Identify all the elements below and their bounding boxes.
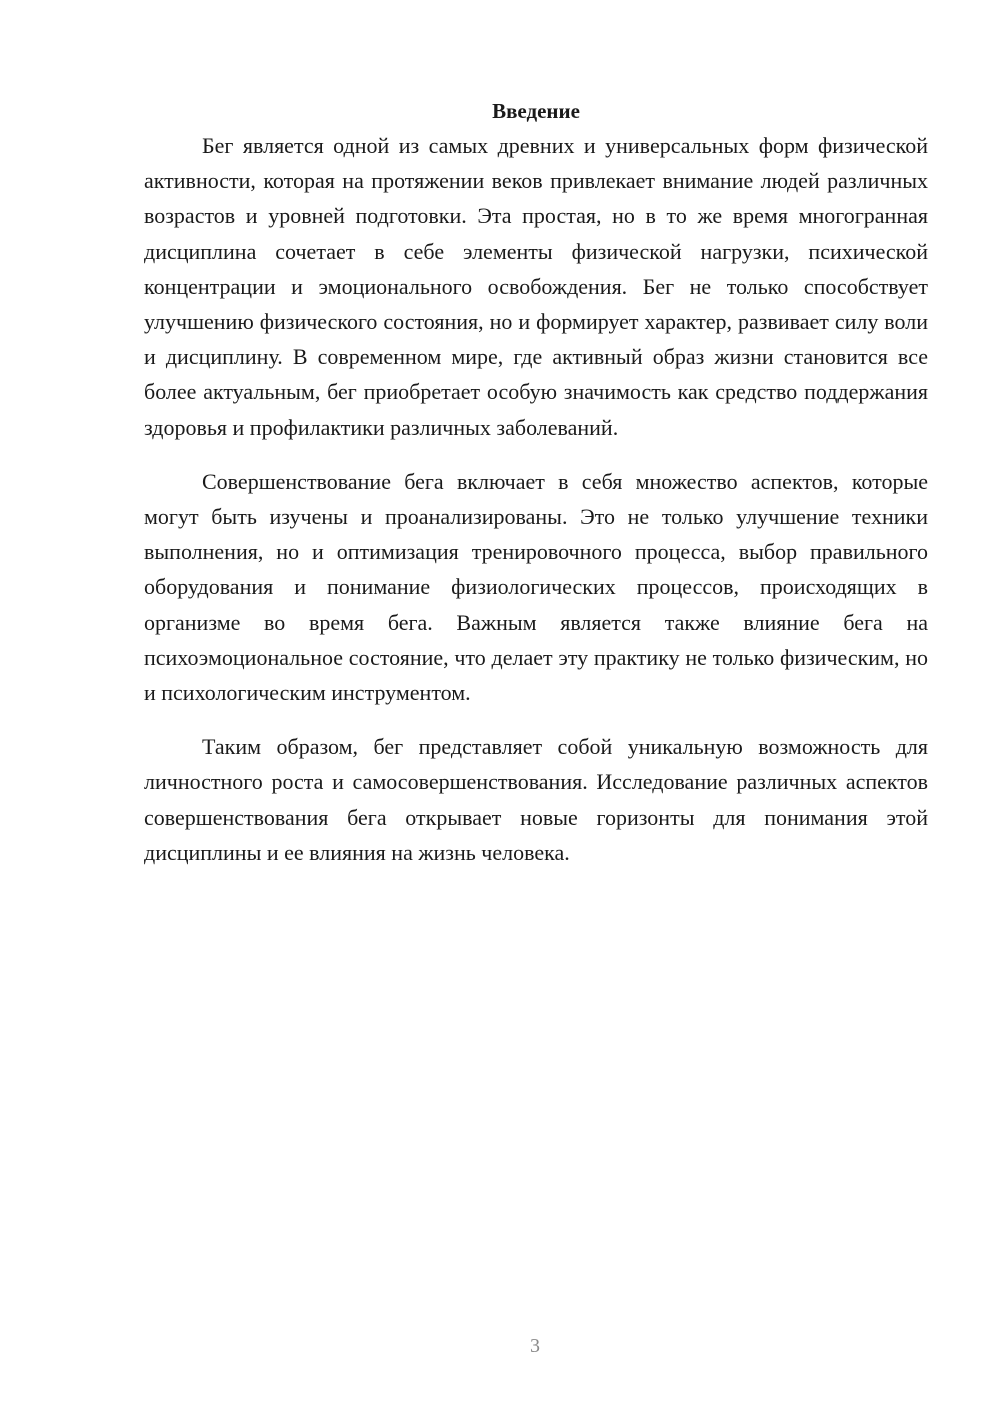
paragraph-aspects: Совершенствование бега включает в себя множество аспектов, которые могут быть изучены и проанализированы. Это не только улучшение техники выполнения, но и оптимизация тренировочного процесса, выбор правильного оборудования и понимание физиологических процессов, происходящих в организме во время бега. Важным является также влияние бега на психоэмоциональное состояние, что делает эту практику не только физическим, но и психологическим инструментом. bbox=[144, 468, 928, 706]
page-content bbox=[144, 96, 928, 889]
page-title: Введение bbox=[492, 99, 580, 123]
paragraph-intro: Бег является одной из самых древних и универсальных форм физической активности, которая на протяжении веков привлекает внимание людей различных возрастов и уровней подготовки. Эта простая, но в то же время многогранная дисциплина сочетает в себе элементы физической нагрузки, психической концентрации и эмоционального освобождения. Бег не только способствует улучшению физического состояния, но и формирует характер, развивает силу воли и дисциплину. В современном мире, где активный образ жизни становится все более актуальным, бег приобретает особую значимость как средство поддержания здоровья и профилактики различных заболеваний. bbox=[144, 133, 928, 440]
page-number: 3 bbox=[530, 1335, 540, 1357]
paragraph-conclusion: Таким образом, бег представляет собой уникальную возможность для личностного роста и самосовершенствования. Исследование различных аспектов совершенствования бега открывает новые горизонты для понимания этой дисциплины и ее влияния на жизнь человека. bbox=[144, 734, 928, 865]
